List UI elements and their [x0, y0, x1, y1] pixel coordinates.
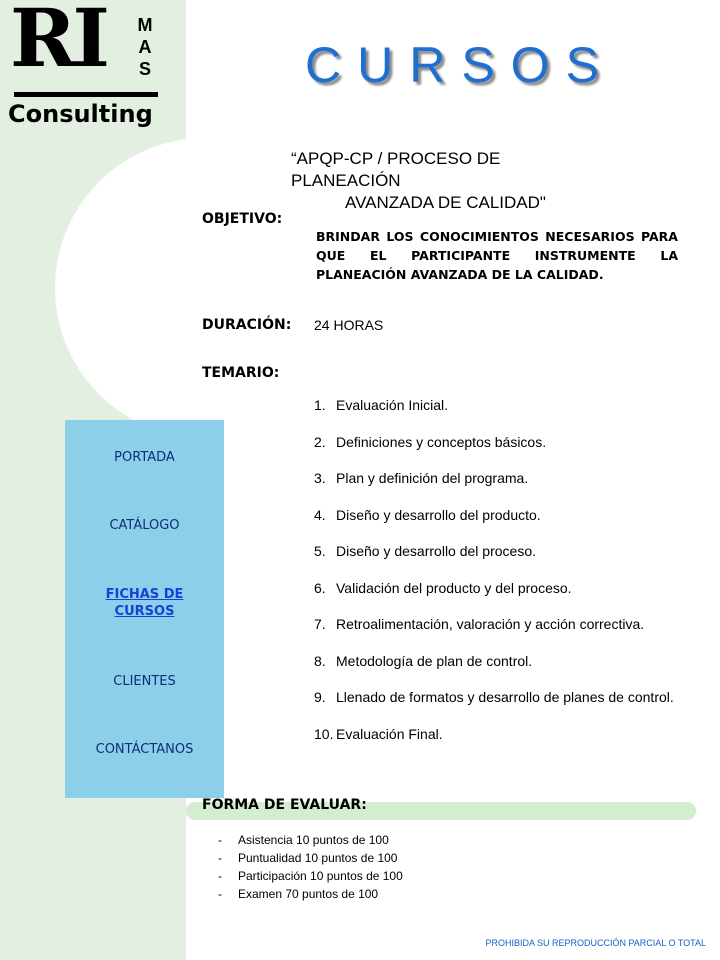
syllabus-item-number: 6. — [314, 579, 326, 596]
syllabus-item — [314, 651, 674, 688]
evaluation-item-text: Puntualidad 10 puntos de 100 — [238, 851, 398, 865]
syllabus-item-text: Definiciones y conceptos básicos. — [336, 433, 547, 450]
syllabus-item — [314, 468, 674, 505]
syllabus-item-number: 9. — [314, 689, 326, 705]
syllabus-item — [314, 614, 674, 651]
syllabus-item-text: Diseño y desarrollo del proceso. — [336, 543, 536, 559]
logo-underline — [14, 92, 158, 97]
syllabus-item-number: 7. — [314, 616, 326, 632]
evaluation-item: - Puntualidad 10 puntos de 100 — [218, 851, 398, 865]
syllabus-item — [314, 541, 674, 578]
objective-label: OBJETIVO: — [202, 211, 283, 227]
course-title-line-2: AVANZADA DE CALIDAD" — [345, 193, 546, 212]
evaluation-item-text: Participación 10 puntos de 100 — [238, 869, 403, 883]
syllabus-item-text: Metodología de plan de control. — [336, 652, 533, 669]
nav-link-clientes[interactable]: CLIENTES — [113, 674, 176, 689]
syllabus-item-number: 3. — [314, 470, 326, 486]
nav-link-portada[interactable]: PORTADA — [114, 450, 175, 465]
nav-link-contactanos[interactable]: CONTÁCTANOS — [95, 742, 194, 757]
logo-ri-text: RI — [10, 0, 106, 85]
logo-mas-letter: S — [138, 59, 151, 79]
evaluation-item: - Asistencia 10 puntos de 100 — [218, 833, 389, 847]
duration-label: DURACIÓN: — [202, 317, 292, 333]
syllabus-item-text: Retroalimentación, valoración y acción correctiva. — [336, 616, 645, 632]
course-title-line-1: “APQP-CP / PROCESO DE PLANEACIÓN — [291, 149, 501, 190]
syllabus-item-text: Evaluación Final. — [336, 725, 443, 742]
side-nav — [65, 420, 224, 798]
syllabus-item-text: Evaluación Inicial. — [336, 397, 449, 413]
syllabus-item-text: Llenado de formatos y desarrollo de planes de control. — [336, 689, 674, 705]
syllabus-item-text: Validación del producto y del proceso. — [336, 579, 572, 596]
syllabus-item — [314, 687, 674, 724]
course-title — [285, 148, 605, 214]
syllabus-item-number: 8. — [314, 652, 326, 669]
syllabus-list — [314, 395, 674, 760]
nav-link-catalogo[interactable]: CATÁLOGO — [109, 518, 180, 533]
logo-consulting-text: Consulting — [8, 100, 153, 128]
syllabus-item-text: Diseño y desarrollo del producto. — [336, 506, 541, 523]
syllabus-item — [314, 578, 674, 615]
duration-value: 24 HORAS — [314, 317, 384, 333]
evaluation-item: - Examen 70 puntos de 100 — [218, 887, 379, 901]
evaluation-list — [218, 831, 403, 903]
objective-text: BRINDAR LOS CONOCIMIENTOS NECESARIOS PARA QUE EL PARTICIPANTE INSTRUMENTE LA PLANEACIÓN AVANZADA DE LA CALIDAD. — [316, 229, 678, 282]
syllabus-item — [314, 505, 674, 542]
page-title: CURSOS — [305, 37, 615, 93]
syllabus-item — [314, 724, 674, 761]
nav-link-fichas-line-2: CURSOS — [114, 604, 175, 619]
nav-link-fichas-de-cursos[interactable] — [65, 586, 224, 620]
syllabus-item-number: 4. — [314, 506, 326, 523]
syllabus-item-number: 1. — [314, 397, 326, 413]
footer-copyright: PROHIBIDA SU REPRODUCCIÓN PARCIAL O TOTAL — [485, 938, 706, 948]
logo-mas-letter: A — [138, 37, 152, 57]
syllabus-item-number: 5. — [314, 543, 326, 559]
syllabus-item-text: Plan y definición del programa. — [336, 470, 529, 486]
evaluation-item-text: Asistencia 10 puntos de 100 — [238, 833, 389, 847]
evaluation-item: - Participación 10 puntos de 100 — [218, 869, 403, 883]
syllabus-item — [314, 432, 674, 469]
syllabus-label: TEMARIO: — [202, 365, 280, 381]
logo-mas-text — [135, 14, 155, 80]
logo-mas-letter: M — [137, 15, 153, 35]
company-logo — [0, 0, 186, 135]
evaluation-label: FORMA DE EVALUAR: — [202, 797, 367, 813]
evaluation-item-text: Examen 70 puntos de 100 — [238, 887, 379, 901]
syllabus-item — [314, 395, 674, 432]
nav-link-fichas-line-1: FICHAS DE — [105, 587, 184, 602]
syllabus-item-number: 2. — [314, 433, 326, 450]
syllabus-item-number: 10. — [314, 725, 334, 742]
